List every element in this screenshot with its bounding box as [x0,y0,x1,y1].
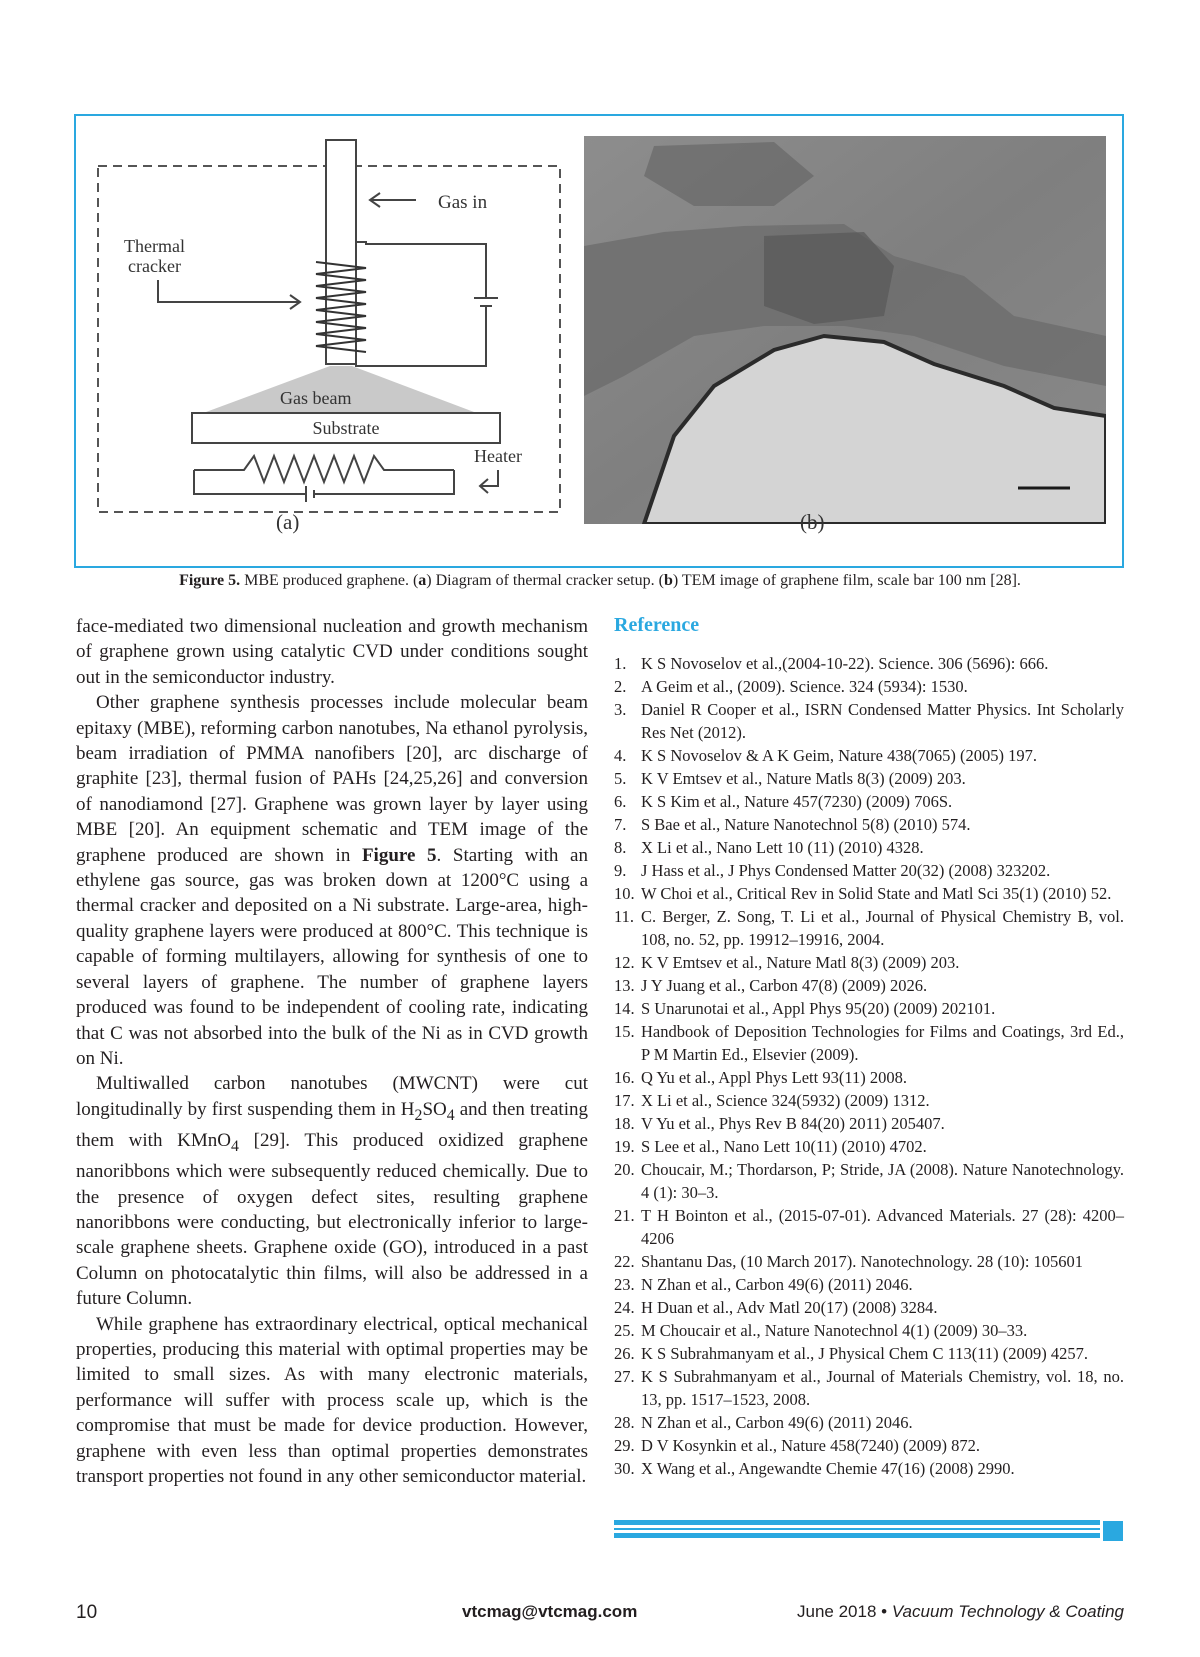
footer-publication: Vacuum Technology & Coating [891,1602,1124,1621]
thermal-label: Thermal [124,236,185,256]
reference-text: X Li et al., Science 324(5932) (2009) 1312. [641,1091,930,1110]
reference-list [614,652,1124,1480]
reference-text: K V Emtsev et al., Nature Matls 8(3) (2009) 203. [641,769,966,788]
body-paragraph-2 [76,690,588,1071]
thermal-cracker-arrow [158,280,300,302]
reference-number: 15. [614,1022,635,1041]
reference-number: 20. [614,1160,635,1179]
caption-text-2: ) Diagram of thermal cracker setup. ( [426,572,664,589]
reference-text: C. Berger, Z. Song, T. Li et al., Journal of Physical Chemistry B, vol. 108, no. 52, pp. 19912–19916, 2004. [641,907,1124,949]
reference-number: 19. [614,1137,635,1156]
reference-number: 12. [614,953,635,972]
reference-text: T H Bointon et al., (2015-07-01). Advanced Materials. 27 (28): 4200–4206 [641,1206,1124,1248]
reference-item [614,1273,1124,1296]
reference-text: S Unarunotai et al., Appl Phys 95(20) (2009) 202101. [641,999,996,1018]
reference-text: N Zhan et al., Carbon 49(6) (2011) 2046. [641,1413,913,1432]
reference-item [614,1204,1124,1250]
reference-number: 23. [614,1275,635,1294]
reference-item [614,1457,1124,1480]
reference-number: 1. [614,654,627,673]
reference-item [614,974,1124,997]
reference-item [614,767,1124,790]
reference-number: 6. [614,792,627,811]
reference-text: Shantanu Das, (10 March 2017). Nanotechnology. 28 (10): 105601 [641,1252,1084,1271]
reference-text: K V Emtsev et al., Nature Matl 8(3) (2009) 203. [641,953,960,972]
reference-text: K S Subrahmanyam et al., Journal of Materials Chemistry, vol. 18, no. 13, pp. 1517–1523, 2008. [641,1367,1124,1409]
reference-item [614,1365,1124,1411]
reference-item [614,790,1124,813]
reference-item [614,813,1124,836]
reference-item [614,1089,1124,1112]
caption-text-3: ) TEM image of graphene film, scale bar 100 nm [28]. [672,572,1021,589]
reference-text: N Zhan et al., Carbon 49(6) (2011) 2046. [641,1275,913,1294]
reference-item [614,1319,1124,1342]
reference-text: Daniel R Cooper et al., ISRN Condensed Matter Physics. Int Scholarly Res Net (2012). [641,700,1124,742]
p3-sub-2: 4 [446,1106,455,1124]
reference-item [614,1434,1124,1457]
reference-number: 9. [614,861,627,880]
gas-beam-label: Gas beam [280,388,352,408]
caption-text-1: MBE produced graphene. ( [240,572,419,589]
reference-number: 26. [614,1344,635,1363]
thermal-cracker-diagram [94,130,574,530]
panel-b-label: (b) [800,510,825,534]
reference-number: 27. [614,1367,635,1386]
p3-sub-1: 2 [414,1106,423,1124]
figure-5 [74,114,1124,568]
reference-text: A Geim et al., (2009). Science. 324 (5934): 1530. [641,677,968,696]
body-column [76,614,588,1489]
reference-text: K S Subrahmanyam et al., J Physical Chem C 113(11) (2009) 4257. [641,1344,1088,1363]
reference-item [614,1342,1124,1365]
reference-number: 25. [614,1321,635,1340]
reference-text: H Duan et al., Adv Matl 20(17) (2008) 3284. [641,1298,938,1317]
reference-number: 11. [614,907,635,926]
reference-number: 10. [614,884,635,903]
figure-caption [0,572,1200,590]
reference-number: 30. [614,1459,635,1478]
reference-item [614,951,1124,974]
p3-text-a: Multiwalled carbon nanotubes (MWCNT) were cut longitudinally by first suspending them in H [76,1073,588,1120]
reference-item [614,882,1124,905]
reference-item [614,836,1124,859]
accent-square [1103,1521,1123,1541]
reference-number: 28. [614,1413,635,1432]
body-paragraph-1: face-mediated two dimensional nucleation and growth mechanism of graphene grown using catalytic CVD under conditions sought out in the semiconductor industry. [76,616,588,688]
reference-number: 22. [614,1252,635,1271]
reference-heading: Reference [614,614,700,636]
reference-item [614,1158,1124,1204]
reference-item [614,698,1124,744]
footer-date: June 2018 [797,1602,877,1621]
reference-number: 18. [614,1114,635,1133]
reference-text: M Choucair et al., Nature Nanotechnol 4(1) (2009) 30–33. [641,1321,1028,1340]
reference-number: 21. [614,1206,635,1225]
panel-a-label: (a) [276,510,300,534]
footer-bullet: • [881,1602,888,1621]
reference-text: K S Novoselov et al.,(2004-10-22). Science. 306 (5696): 666. [641,654,1049,673]
reference-item [614,997,1124,1020]
heater-zigzag [194,456,454,482]
reference-number: 2. [614,677,627,696]
decorative-bars [614,1520,1100,1540]
reference-text: S Bae et al., Nature Nanotechnol 5(8) (2010) 574. [641,815,971,834]
caption-a: a [418,572,427,589]
reference-text: J Hass et al., J Phys Condensed Matter 20(32) (2008) 323202. [641,861,1051,880]
tem-image [584,136,1106,524]
reference-item [614,675,1124,698]
reference-item [614,859,1124,882]
reference-text: X Li et al., Nano Lett 10 (11) (2010) 4328. [641,838,924,857]
p3-text-d: [29]. This produced oxidized graphene nanoribbons which were subsequently reduced chemically. Due to the presence of oxygen defect sites, resulting graphene nanoribbons were conducting, but electronically inferior to large-scale graphene sheets. Graphene oxide (GO), introduced in a past Column on photocatalytic thin films, will also be addressed in a future Column. [76,1129,588,1310]
p2-text-b: . Starting with an ethylene gas source, gas was broken down at 1200°C using a thermal cracker and deposited on a Ni substrate. Large-area, high-quality graphene layers were produced at 800°C. This technique is capable of forming multilayers, allowing for synthesis of one to several layers of graphene. The number of graphene layers produced was found to be independent of cooling rate, indicating that C was not absorbed into the bulk of the Ni as in CVD growth on Ni. [76,844,588,1069]
body-paragraph-3 [76,1071,588,1311]
reference-text: J Y Juang et al., Carbon 47(8) (2009) 2026. [641,976,928,995]
reference-item [614,1066,1124,1089]
reference-number: 3. [614,700,627,719]
figure-5-reference: Figure 5 [361,844,437,866]
reference-text: Handbook of Deposition Technologies for Films and Coatings, 3rd Ed., P M Martin Ed., Elsevier (2009). [641,1022,1124,1064]
p3-sub-3: 4 [231,1137,239,1155]
body-paragraph-4: While graphene has extraordinary electrical, optical mechanical properties, producing this material with optimal properties may be limited to small sizes. As with many electronic materials, performance will suffer with process scale up, which is the compromise that must be made for device production. However, graphene with even less than optimal properties demonstrates transport properties not found in any other semiconductor material. [76,1313,588,1487]
reference-text: V Yu et al., Phys Rev B 84(20) 2011) 205407. [641,1114,945,1133]
footer-email: vtcmag@vtcmag.com [462,1602,638,1621]
substrate-label: Substrate [312,418,380,438]
reference-number: 13. [614,976,635,995]
reference-number: 14. [614,999,635,1018]
reference-item [614,652,1124,675]
reference-text: Choucair, M.; Thordarson, P; Stride, JA (2008). Nature Nanotechnology. 4 (1): 30–3. [641,1160,1124,1202]
reference-number: 7. [614,815,627,834]
cracker-label: cracker [128,256,181,276]
reference-text: S Lee et al., Nano Lett 10(11) (2010) 4702. [641,1137,927,1156]
reference-number: 4. [614,746,627,765]
reference-item [614,1296,1124,1319]
reference-number: 17. [614,1091,635,1110]
reference-item [614,744,1124,767]
p2-text-a: Other graphene synthesis processes include molecular beam epitaxy (MBE), reforming carbon nanotubes, Na ethanol pyrolysis, beam irradiation of PMMA nanofibers [20], arc discharge of graphite [23], thermal fusion of PAHs [24,25,26] and conversion of nanodiamond [27]. Graphene was grown layer by layer using MBE [20]. An equipment schematic and TEM image of the graphene produced are shown in [76,692,588,866]
reference-number: 8. [614,838,627,857]
reference-text: W Choi et al., Critical Rev in Solid State and Matl Sci 35(1) (2010) 52. [641,884,1112,903]
reference-item [614,1250,1124,1273]
reference-item [614,905,1124,951]
reference-text: Q Yu et al., Appl Phys Lett 93(11) 2008. [641,1068,907,1087]
reference-text: X Wang et al., Angewandte Chemie 47(16) (2008) 2990. [641,1459,1015,1478]
gas-in-label: Gas in [438,192,488,213]
reference-item [614,1020,1124,1066]
reference-text: K S Kim et al., Nature 457(7230) (2009) 706S. [641,792,953,811]
reference-number: 24. [614,1298,635,1317]
reference-item [614,1135,1124,1158]
reference-item [614,1112,1124,1135]
footer-publication-line [797,1602,1124,1622]
p3-text-c: and then treating them with KMnO [76,1098,588,1151]
reference-text: K S Novoselov & A K Geim, Nature 438(7065) (2005) 197. [641,746,1037,765]
page-number: 10 [76,1602,98,1623]
caption-lead: Figure 5. [179,572,241,589]
p3-text-b: SO [422,1098,447,1120]
reference-item [614,1411,1124,1434]
caption-b: b [663,572,673,589]
reference-number: 5. [614,769,627,788]
reference-number: 29. [614,1436,635,1455]
reference-number: 16. [614,1068,635,1087]
heater-label: Heater [474,446,522,466]
reference-text: D V Kosynkin et al., Nature 458(7240) (2009) 872. [641,1436,980,1455]
